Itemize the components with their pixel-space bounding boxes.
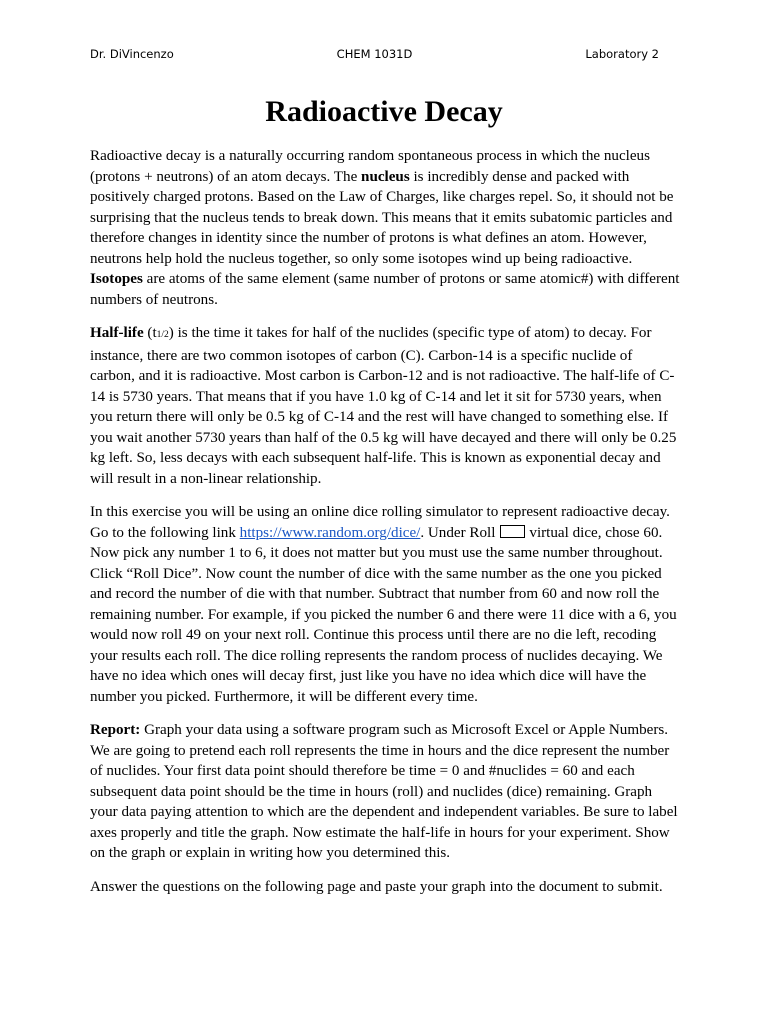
exercise-paragraph: In this exercise you will be using an online dice rolling simulator to represent radioactive decay. Go to the following link https://www.random.org/dice/. Under Roll virtual dice, chose 60. Now pick any number 1 to 6, it does not matter but you must use the same number throughout. Click “Roll Dice”. Now count the number of dice with the same number as the one you picked and record the number of die with that number. Subtract that number from 60 and now roll the remaining number. For example, if you picked the number 6 and there were 11 dice with a 6, you would now roll 49 on your next roll. Continue this process until there are no die left, recoding your results each roll. The dice rolling represents the random process of nuclides decaying. We have no idea which ones will decay first, just like you have no idea which dice will have the number you picked. Furthermore, it will be different every time. [90, 504, 677, 705]
document-body [90, 146, 680, 910]
header-lab: Laboratory 2 [585, 47, 659, 61]
header-author: Dr. DiVincenzo [90, 47, 174, 61]
term-report: Report: [90, 722, 141, 738]
page-header [90, 47, 659, 65]
closing-paragraph: Answer the questions on the following page and paste your graph into the document to submit. [90, 878, 663, 895]
header-course: CHEM 1031D [336, 47, 413, 61]
term-half-life: Half-life [90, 325, 144, 341]
half-life-subscript: 1/2 [156, 330, 169, 340]
term-isotopes: Isotopes [90, 271, 143, 287]
term-nucleus: nucleus [361, 168, 410, 185]
page-title: Radioactive Decay [265, 95, 503, 128]
half-life-paragraph: Half-life (t1/2) is the time it takes for half of the nuclides (specific type of atom) to decay. For instance, there are two common isotopes of carbon (C). Carbon-14 is a specific nuclide of carbon, and it is radioactive. Most carbon is Carbon-12 and is not radioactive. The half-life of C-14 is 5730 years. That means that if you have 1.0 kg of C-14 and let it sit for 5730 years, when you return there will only be 0.5 kg of C-14 and the rest will have changed to something else. If you wait another 5730 years than half of the 0.5 kg will have decayed and there will only be 0.25 kg left. So, less decays with each subsequent half-life. This is known as exponential decay and will result in a non-linear relationship. [90, 325, 677, 487]
intro-paragraph: Radioactive decay is a naturally occurring random spontaneous process in which the nucleus (protons + neutrons) of an atom decays. The nucleus is incredibly dense and packed with positively charged protons. Based on the Law of Charges, like charges repel. So, it should not be surprising that the nucleus tends to break down. This means that it emits subatomic particles and therefore changes in identity since the number of protons is what defines an atom. However, neutrons help hold the nucleus together, so only some isotopes wind up being radioactive. Isotopes are atoms of the same element (same number of protons or same atomic#) with different numbers of neutrons. [90, 148, 680, 308]
dice-simulator-link[interactable]: https://www.random.org/dice/ [239, 524, 421, 541]
roll-count-box[interactable] [500, 525, 525, 538]
report-paragraph: Report: Graph your data using a software program such as Microsoft Excel or Apple Numbers. We are going to pretend each roll represents the time in hours and the dice represent the number of nuclides. Your first data point should therefore be time = 0 and #nuclides = 60 and each subsequent data point should be the time in hours (roll) and nuclides (dice) remaining. Graph your data paying attention to which are the dependent and independent variables. Be sure to label axes properly and title the graph. Now estimate the half-life in hours for your experiment. Show on the graph or explain in writing how you determined this. [90, 722, 678, 861]
